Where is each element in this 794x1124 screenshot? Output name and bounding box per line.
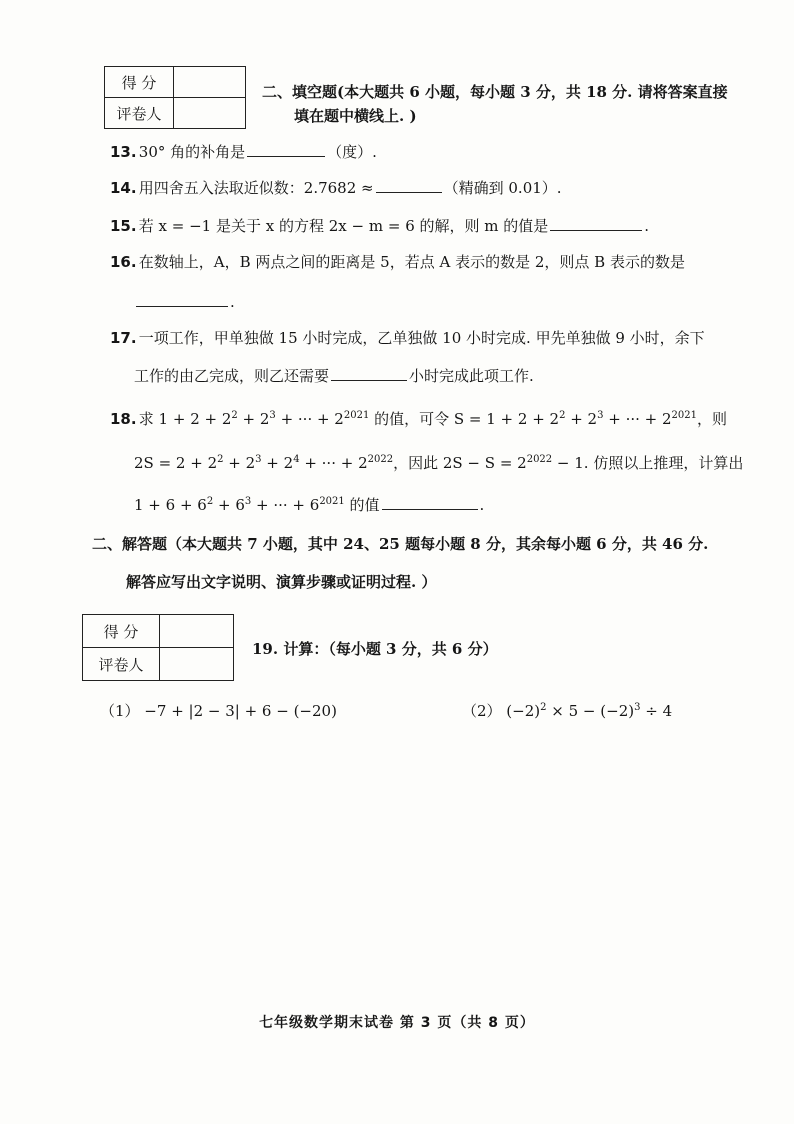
question-text: 在数轴上，A，B 两点之间的距离是 5，若点 A 表示的数是 2，则点 B 表示的数是 <box>138 253 685 271</box>
exponent: 2021 <box>671 410 697 421</box>
question-14 <box>110 176 562 200</box>
formula-part: + 2 <box>237 410 270 428</box>
exponent: 2022 <box>367 454 394 465</box>
question-text: 若 x = −1 是关于 x 的方程 2x − m = 6 的解，则 m 的值是 <box>138 217 549 235</box>
formula-part: × 5 − (−2) <box>546 702 635 720</box>
question-text-after: 小时完成此项工作. <box>409 367 534 385</box>
formula-part: + 2 <box>565 410 598 428</box>
formula-part: 2S = 2 + 2 <box>134 454 218 472</box>
exponent: 3 <box>597 410 604 421</box>
question-17-line2 <box>134 364 534 388</box>
exponent: 2 <box>206 496 214 507</box>
exponent: 3 <box>244 496 252 507</box>
question-text-after: . <box>230 293 235 311</box>
exponent: 2 <box>217 454 224 465</box>
grader-cell <box>160 648 234 681</box>
exponent: 2 <box>540 702 547 713</box>
question-16 <box>110 250 685 274</box>
formula-part: 的值 <box>344 496 380 514</box>
answer-blank[interactable] <box>382 493 478 510</box>
section-fill-blank-heading <box>262 80 728 128</box>
score-label: 得 分 <box>105 67 174 98</box>
score-cell <box>160 615 234 648</box>
question-16-answer-line <box>134 290 235 314</box>
question-text: 工作的由乙完成，则乙还需要 <box>134 367 330 385</box>
exponent: 2021 <box>343 410 370 421</box>
section-heading-line1: 二、填空题(本大题共 6 小题，每小题 3 分，共 18 分. 请将答案直接 <box>262 83 728 101</box>
question-18 <box>110 404 727 431</box>
exponent: 3 <box>634 702 641 713</box>
question-18-line3 <box>134 490 484 517</box>
answer-blank[interactable] <box>331 364 407 381</box>
formula-part: ，则 <box>697 410 728 428</box>
formula-part: − 1. 仿照以上推理，计算出 <box>552 454 744 472</box>
formula-part: + 2 <box>261 454 294 472</box>
question-number: 18. <box>110 410 137 428</box>
score-cell <box>174 67 246 98</box>
question-text-after: （精确到 0.01）. <box>443 179 562 197</box>
question-text-after: （度）. <box>327 143 377 161</box>
page-footer: 七年级数学期末试卷 第 3 页（共 8 页） <box>259 1015 535 1031</box>
question-number: 13. <box>110 143 137 161</box>
section-heading-line2: 填在题中横线上. ) <box>294 107 417 125</box>
formula-part: 1 + 6 + 6 <box>134 496 207 514</box>
exponent: 2021 <box>319 496 345 507</box>
question-15 <box>110 214 649 238</box>
section-heading-line2: 解答应写出文字说明、演算步骤或证明过程. ） <box>126 573 437 591</box>
question-number: 17. <box>110 329 137 347</box>
formula-part: + ··· + 2 <box>275 410 344 428</box>
question-19-part1: （1） −7 + |2 − 3| + 6 − (−20) <box>100 702 337 720</box>
formula-part: + ··· + 6 <box>251 496 320 514</box>
question-text-after: . <box>479 496 485 514</box>
section-heading-line1: 二、解答题（本大题共 7 小题，其中 24、25 题每小题 8 分，其余每小题 6 分，共 46 分. <box>92 535 709 553</box>
answer-blank[interactable] <box>550 214 642 231</box>
question-text: 30° 角的补角是 <box>138 143 246 161</box>
question-number: 14. <box>110 179 137 197</box>
question-19-title: 19. 计算：（每小题 3 分，共 6 分） <box>252 640 498 658</box>
grader-label: 评卷人 <box>83 648 160 681</box>
question-13 <box>110 140 377 164</box>
question-18-line2 <box>134 448 743 475</box>
answer-blank[interactable] <box>376 176 442 193</box>
formula-part: + 6 <box>213 496 245 514</box>
question-number: 16. <box>110 253 137 271</box>
exponent: 4 <box>293 454 300 465</box>
formula-part: ，因此 2S − S = 2 <box>393 454 527 472</box>
formula-part: + 2 <box>223 454 256 472</box>
exponent: 2 <box>559 410 566 421</box>
exponent: 3 <box>269 410 276 421</box>
question-text-after: . <box>644 217 650 235</box>
question-text: 用四舍五入法取近似数：2.7682 ≈ <box>138 179 374 197</box>
formula-part: （2） (−2) <box>462 702 541 720</box>
exponent: 3 <box>255 454 262 465</box>
exponent: 2 <box>231 410 238 421</box>
answer-blank[interactable] <box>136 290 228 307</box>
formula-part: + ··· + 2 <box>299 454 368 472</box>
score-label: 得 分 <box>83 615 160 648</box>
question-19-part2 <box>462 700 672 721</box>
grader-label: 评卷人 <box>105 98 174 129</box>
formula-part: + ··· + 2 <box>603 410 672 428</box>
question-text: 一项工作，甲单独做 15 小时完成，乙单独做 10 小时完成. 甲先单独做 9 小时，余下 <box>138 329 705 347</box>
question-17 <box>110 326 705 350</box>
exponent: 2022 <box>526 454 553 465</box>
score-box-top <box>104 66 246 129</box>
formula-part: ÷ 4 <box>640 702 673 720</box>
formula-part: 求 1 + 2 + 2 <box>138 410 232 428</box>
answer-blank[interactable] <box>247 140 325 157</box>
question-number: 15. <box>110 217 137 235</box>
score-box-q19 <box>82 614 234 681</box>
formula-part: 的值，可令 S = 1 + 2 + 2 <box>369 410 560 428</box>
grader-cell <box>174 98 246 129</box>
section-solve-heading <box>92 532 708 594</box>
